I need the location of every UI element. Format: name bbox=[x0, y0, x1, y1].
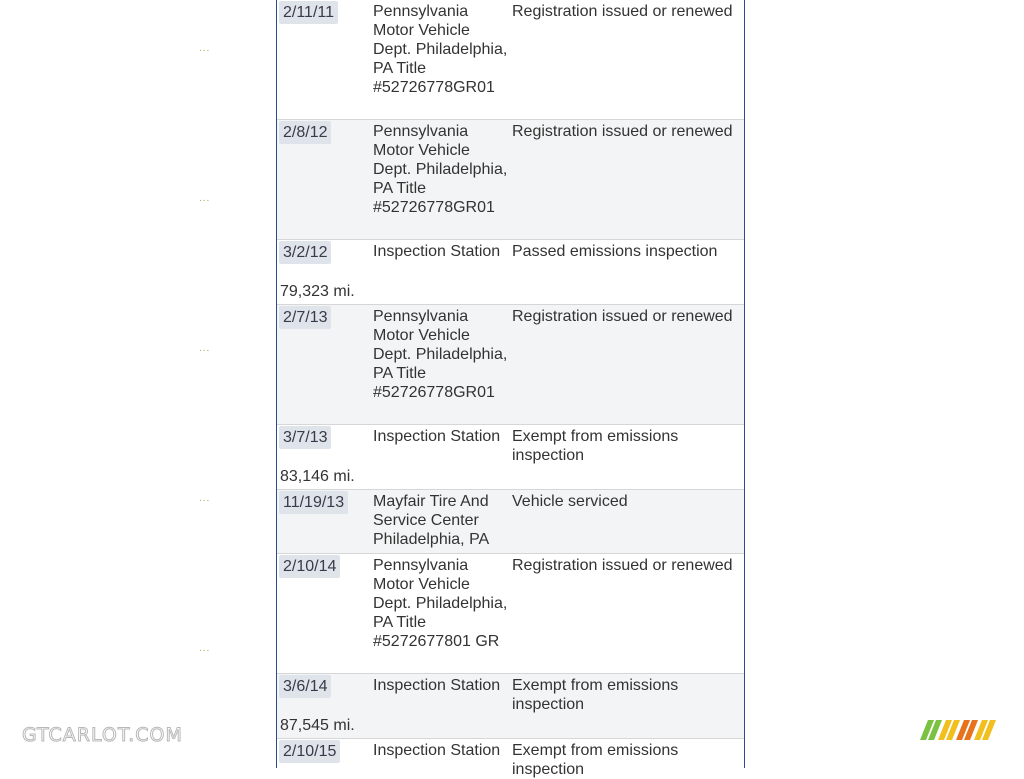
history-row bbox=[277, 490, 744, 554]
history-odometer: 83,146 mi. bbox=[280, 468, 355, 485]
history-event: Registration issued or renewed bbox=[512, 3, 733, 20]
history-event: Exempt from emissions inspection bbox=[512, 742, 679, 778]
gtcarlot-stripes-logo-icon bbox=[920, 720, 1000, 742]
history-source: Pennsylvania Motor Vehicle Dept. Philadelphia, PA Title #52726778GR01 bbox=[373, 308, 508, 401]
history-date: 11/19/13 bbox=[279, 491, 348, 514]
history-row bbox=[277, 739, 744, 778]
history-source: Pennsylvania Motor Vehicle Dept. Philadelphia, PA Title #52726778GR01 bbox=[373, 123, 508, 216]
side-dots: ... bbox=[199, 493, 211, 504]
history-date: 2/11/11 bbox=[279, 1, 338, 24]
history-date: 3/2/12 bbox=[279, 241, 331, 264]
history-row bbox=[277, 305, 744, 425]
history-event: Registration issued or renewed bbox=[512, 308, 733, 325]
history-event: Passed emissions inspection bbox=[512, 243, 718, 260]
history-odometer: 79,323 mi. bbox=[280, 283, 355, 300]
history-date: 2/8/12 bbox=[279, 121, 331, 144]
side-dots: ... bbox=[199, 643, 211, 654]
history-source: Pennsylvania Motor Vehicle Dept. Philadelphia, PA Title #52726778GR01 bbox=[373, 3, 508, 96]
history-source: Mayfair Tire And Service Center Philadelphia, PA bbox=[373, 493, 490, 548]
history-source: Inspection Station bbox=[373, 677, 501, 694]
side-dots: ... bbox=[199, 343, 211, 354]
history-row bbox=[277, 0, 744, 120]
watermark-text: GTCARLOT.COM bbox=[22, 724, 183, 746]
side-dots: ... bbox=[199, 193, 211, 204]
history-row bbox=[277, 674, 744, 739]
history-date: 2/10/15 bbox=[279, 740, 340, 763]
history-event: Exempt from emissions inspection bbox=[512, 677, 679, 713]
history-row bbox=[277, 240, 744, 305]
history-odometer: 87,545 mi. bbox=[280, 717, 355, 734]
history-date: 3/7/13 bbox=[279, 426, 331, 449]
history-date: 3/6/14 bbox=[279, 675, 331, 698]
side-dots: ... bbox=[199, 43, 211, 54]
history-event: Registration issued or renewed bbox=[512, 123, 733, 140]
history-event: Vehicle serviced bbox=[512, 493, 628, 510]
history-event: Exempt from emissions inspection bbox=[512, 428, 679, 464]
history-date: 2/10/14 bbox=[279, 555, 340, 578]
history-row bbox=[277, 554, 744, 674]
history-source: Inspection Station bbox=[373, 243, 501, 260]
history-row bbox=[277, 120, 744, 240]
history-source: Pennsylvania Motor Vehicle Dept. Philadelphia, PA Title #5272677801 GR bbox=[373, 557, 508, 650]
history-date: 2/7/13 bbox=[279, 306, 331, 329]
history-source: Inspection Station bbox=[373, 742, 501, 759]
history-event: Registration issued or renewed bbox=[512, 557, 733, 574]
history-source: Inspection Station bbox=[373, 428, 501, 445]
vehicle-history-table bbox=[276, 0, 745, 778]
history-row bbox=[277, 425, 744, 490]
